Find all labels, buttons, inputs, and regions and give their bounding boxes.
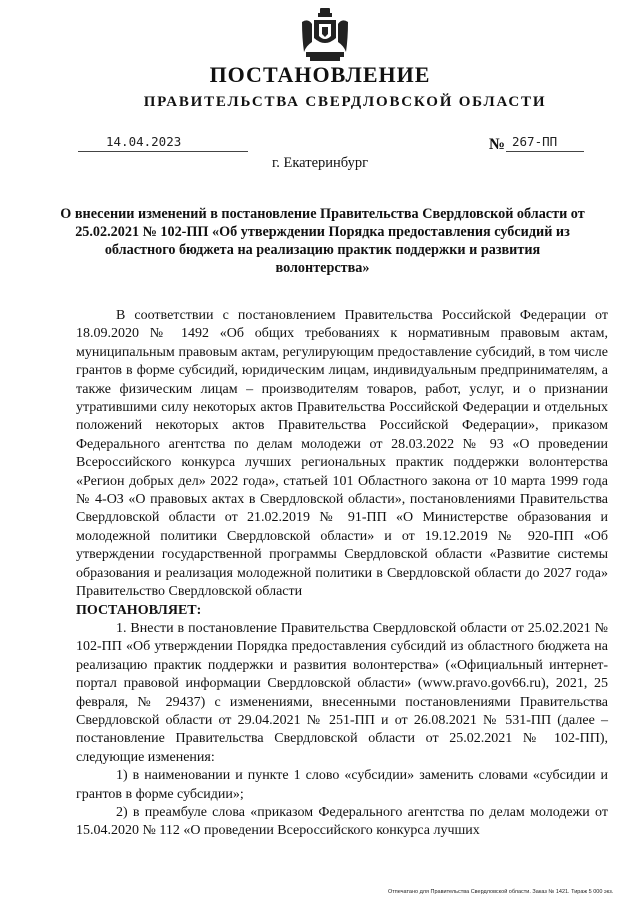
clause-paragraph: 1) в наименовании и пункте 1 слово «субсидии» заменить словами «субсидии и грантов в форме субсидии»; xyxy=(76,768,608,802)
print-footer: Отпечатано для Правительства Свердловской области. Заказ № 1421. Тираж 5 000 экз. xyxy=(388,889,614,895)
resolves-label: ПОСТАНОВЛЯЕТ: xyxy=(76,602,202,618)
document-city: г. Екатеринбург xyxy=(271,155,369,171)
document-date: 14.04.2023 xyxy=(78,134,248,152)
preamble-paragraph: В соответствии с постановлением Правительства Российской Федерации от 18.09.2020 № 1492 «Об общих требованиях к нормативным правовым актам, муниципальным правовым актам, регулирующим предоставление субсидий, в том числе грантов в форме субсидий, юридическим лицам, индивидуальным предпринимателям, а также физическим лицам – производителям товаров, работ, услуг, и о признании утратившими силу некоторых актов Правительства Российской Федерации и отдельных положений некоторых актов Правительства Российской Федерации», приказом Федерального агентства по делам молодежи от 28.03.2022 № 93 «О проведении Всероссийского конкурса лучших региональных практик поддержки волонтерства «Регион добрых дел» 2022 года», статьей 101 Областного закона от 10 марта 1999 года № 4-ОЗ «О правовых актах в Свердловской области», постановлениями Правительства Свердловской области от 21.02.2019 № 91-ПП «О Министерстве образования и молодежной политики Свердловской области» и от 19.12.2019 № 920-ПП «Об утверждении государственной программы Свердловской области «Развитие системы образования и реализация молодежной политики в Свердловской области до 2027 года» Правительство Свердловской области xyxy=(76,308,608,600)
document-body xyxy=(76,307,608,841)
clause-paragraph: 2) в преамбуле слова «приказом Федерального агентства по делам молодежи от 15.04.2020 № 112 «О проведении Всероссийского конкурса лучших xyxy=(76,804,608,839)
document-title: ПОСТАНОВЛЕНИЕ xyxy=(209,62,431,87)
number-sign: № xyxy=(489,136,506,153)
document-number: 267-ПП xyxy=(506,134,584,152)
coat-of-arms-icon xyxy=(300,8,350,62)
document-issuer: ПРАВИТЕЛЬСТВА СВЕРДЛОВСКОЙ ОБЛАСТИ xyxy=(143,94,547,110)
clause-paragraph: 1. Внести в постановление Правительства Свердловской области от 25.02.2021 № 102-ПП «Об утверждении Порядка предоставления субсидий из областного бюджета на реализацию практик поддержки и развития волонтерства» («Официальный интернет-портал правовой информации Свердловской области» (www.pravo.gov66.ru), 2021, 25 февраля, № 29437) с изменениями, внесенными постановлениями Правительства Свердловской области от 29.04.2021 № 251-ПП и от 26.08.2021 № 531-ПП (далее – постановление Правительства Свердловской области от 25.02.2021 № 102-ПП), следующие изменения: xyxy=(76,620,608,765)
document-heading: О внесении изменений в постановление Правительства Свердловской области от 25.02.2021 № 102-ПП «Об утверждении Порядка предоставления субсидий из областного бюджета на реализацию практик поддержки и развития волонтерства» xyxy=(60,206,585,276)
